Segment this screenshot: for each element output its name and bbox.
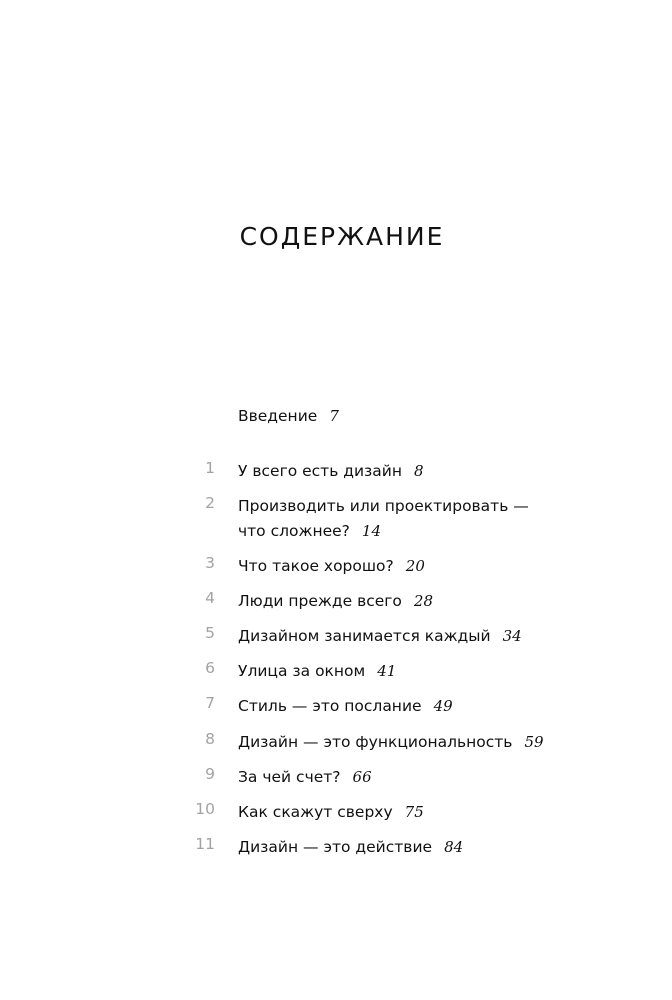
- chapter-number: 7: [205, 694, 215, 712]
- chapter-title: Что такое хорошо?: [238, 557, 394, 575]
- chapter-number: 2: [205, 494, 215, 512]
- chapter-page: 75: [404, 803, 424, 821]
- chapter-page: 41: [377, 662, 397, 680]
- chapter-page: 20: [405, 557, 425, 575]
- chapter-page: 59: [524, 733, 544, 751]
- chapter-page: 34: [502, 627, 522, 645]
- toc-intro-label: Введение: [238, 407, 318, 425]
- chapter-title-line-2: что сложнее?: [238, 522, 350, 540]
- chapter-page: 14: [361, 522, 381, 540]
- chapter-title: Улица за окном: [238, 662, 366, 680]
- chapter-title: У всего есть дизайн: [238, 462, 403, 480]
- chapter-number: 10: [195, 800, 215, 818]
- chapter-page: 49: [433, 697, 453, 715]
- toc-intro-page: 7: [329, 407, 339, 425]
- chapter-page: 8: [414, 462, 424, 480]
- chapter-title: Стиль — это послание: [238, 697, 422, 715]
- chapter-number: 6: [205, 659, 215, 677]
- page-title: СОДЕРЖАНИЕ: [239, 222, 445, 251]
- chapter-number: 8: [205, 730, 215, 748]
- chapter-title: Дизайном занимается каждый: [238, 627, 491, 645]
- chapter-number: 1: [205, 459, 215, 477]
- chapter-number: 9: [205, 765, 215, 783]
- chapter-title: Дизайн — это действие: [238, 838, 433, 856]
- chapter-page: 66: [352, 768, 372, 786]
- chapter-number: 3: [205, 554, 215, 572]
- chapter-number: 5: [205, 624, 215, 642]
- chapter-number: 11: [195, 835, 215, 853]
- chapter-title: Люди прежде всего: [238, 592, 402, 610]
- chapter-page: 84: [444, 838, 464, 856]
- chapter-page: 28: [413, 592, 433, 610]
- chapter-title-line-1: Производить или проектировать —: [238, 497, 529, 515]
- chapter-title: За чей счет?: [238, 768, 341, 786]
- chapter-title: Дизайн — это функциональность: [238, 733, 513, 751]
- chapter-title: Как скажут сверху: [238, 803, 393, 821]
- chapter-number: 4: [205, 589, 215, 607]
